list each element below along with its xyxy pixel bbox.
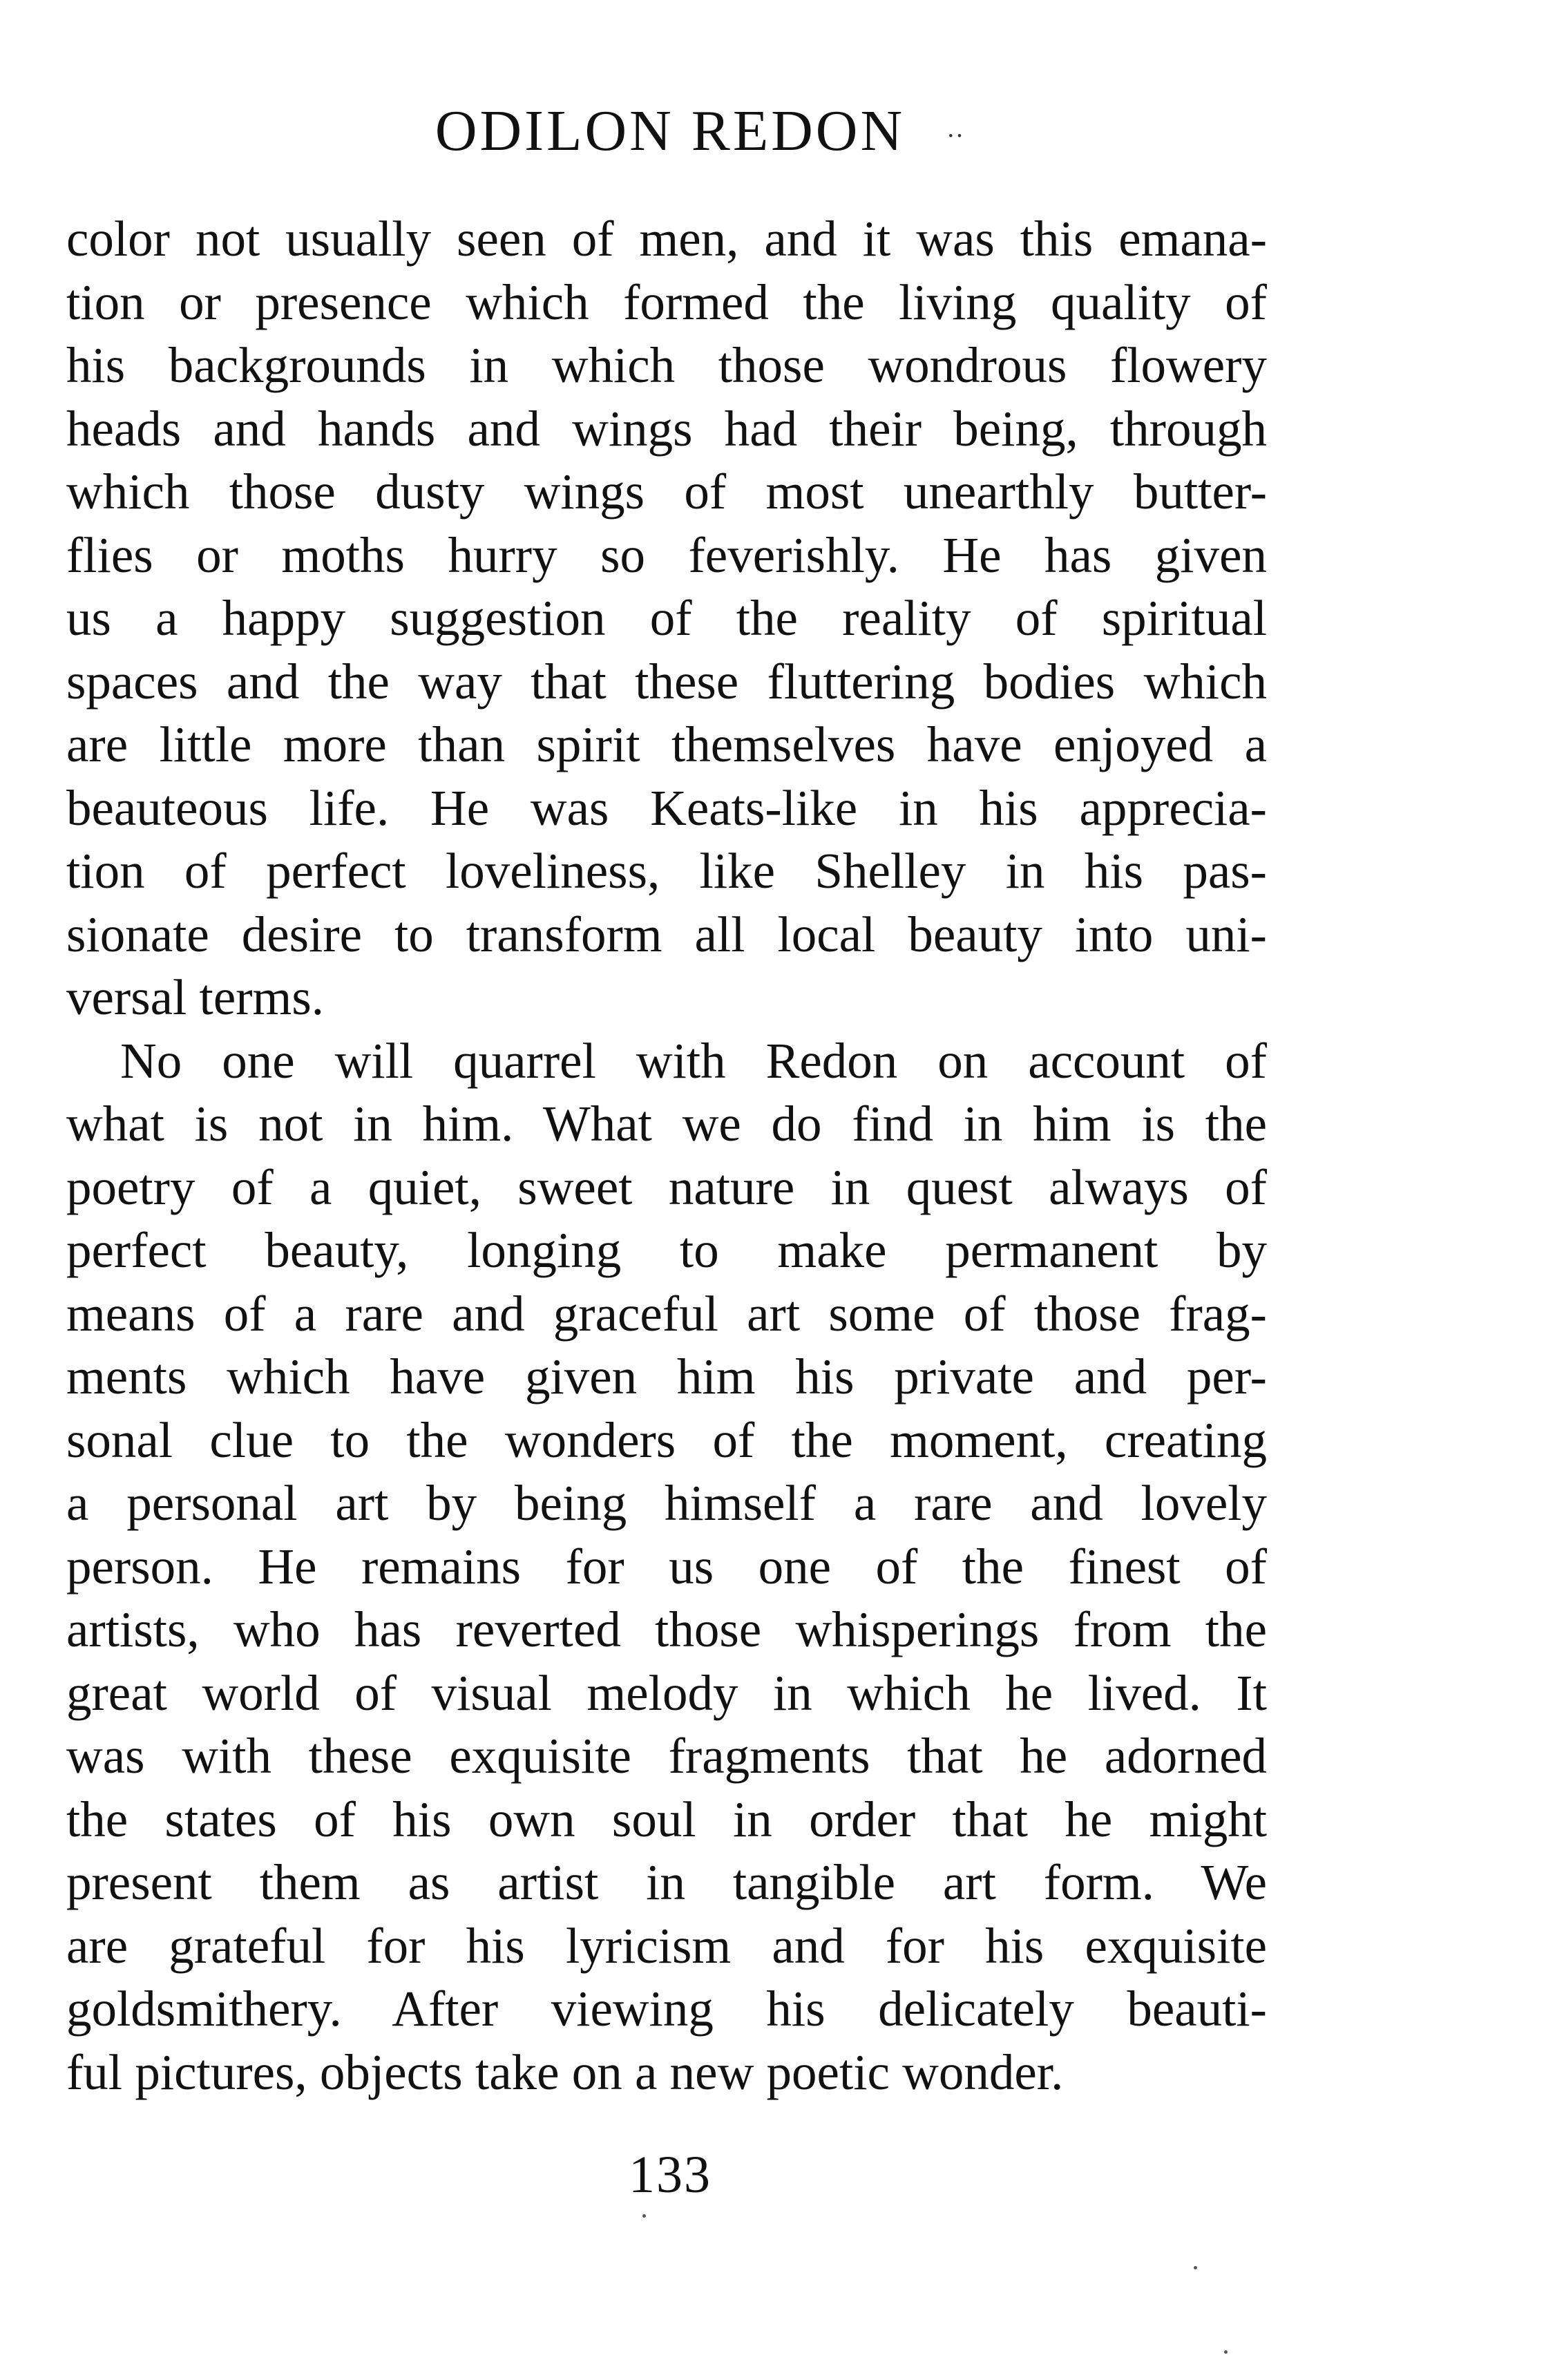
text-line: what is not in him. What we do find in him is the xyxy=(66,1096,1267,1152)
text-line: a personal art by being himself a rare and lovely xyxy=(66,1475,1267,1531)
text-line: versal terms. xyxy=(66,969,324,1025)
text-line: are grateful for his lyricism and for his exquisite xyxy=(66,1917,1267,1974)
text-line: us a happy suggestion of the reality of spiritual xyxy=(66,590,1267,646)
text-line: No one will quarrel with Redon on account of xyxy=(120,1032,1267,1089)
text-line: goldsmithery. After viewing his delicately beauti- xyxy=(66,1981,1267,2037)
text-line: beauteous life. He was Keats-like in his apprecia- xyxy=(66,779,1267,836)
text-line: tion or presence which formed the living quality of xyxy=(66,274,1267,330)
paper-speck xyxy=(1224,2350,1228,2354)
text-line: means of a rare and graceful art some of those frag- xyxy=(66,1285,1267,1342)
text-line: flies or moths hurry so feverishly. He has given xyxy=(66,526,1267,583)
text-line: tion of perfect loveliness, like Shelley in his pas- xyxy=(66,843,1267,899)
text-line: ments which have given him his private and per- xyxy=(66,1349,1267,1405)
text-line: present them as artist in tangible art form. We xyxy=(66,1854,1267,1910)
paper-speck xyxy=(1194,2266,1197,2269)
text-line: sionate desire to transform all local beauty into uni- xyxy=(66,906,1267,962)
text-line: color not usually seen of men, and it was this emana- xyxy=(66,211,1267,267)
running-head: ODILON REDON xyxy=(435,99,906,163)
text-line: ful pictures, objects take on a new poetic wonder. xyxy=(66,2044,1064,2100)
text-line: which those dusty wings of most unearthly butter- xyxy=(66,464,1267,520)
text-line: heads and hands and wings had their being, through xyxy=(66,400,1267,457)
text-line: person. He remains for us one of the finest of xyxy=(66,1538,1267,1594)
paper-speck xyxy=(642,2214,646,2218)
text-line: are little more than spirit themselves have enjoyed a xyxy=(66,716,1267,772)
text-line: the states of his own soul in order that he might xyxy=(66,1791,1267,1847)
text-line: sonal clue to the wonders of the moment, creating xyxy=(66,1411,1267,1468)
header-ornament-dots: ·· xyxy=(946,122,964,151)
text-line: perfect beauty, longing to make permanent by xyxy=(66,1222,1267,1278)
body-text xyxy=(66,207,1267,2104)
text-line: was with these exquisite fragments that he adorned xyxy=(66,1728,1267,1784)
text-line: spaces and the way that these fluttering bodies which xyxy=(66,653,1267,710)
page-number: 133 xyxy=(629,2146,712,2204)
text-line: artists, who has reverted those whisperings from the xyxy=(66,1601,1267,1657)
text-line: poetry of a quiet, sweet nature in quest always of xyxy=(66,1159,1267,1215)
text-line: great world of visual melody in which he lived. It xyxy=(66,1664,1267,1721)
text-line: his backgrounds in which those wondrous flowery xyxy=(66,337,1267,393)
